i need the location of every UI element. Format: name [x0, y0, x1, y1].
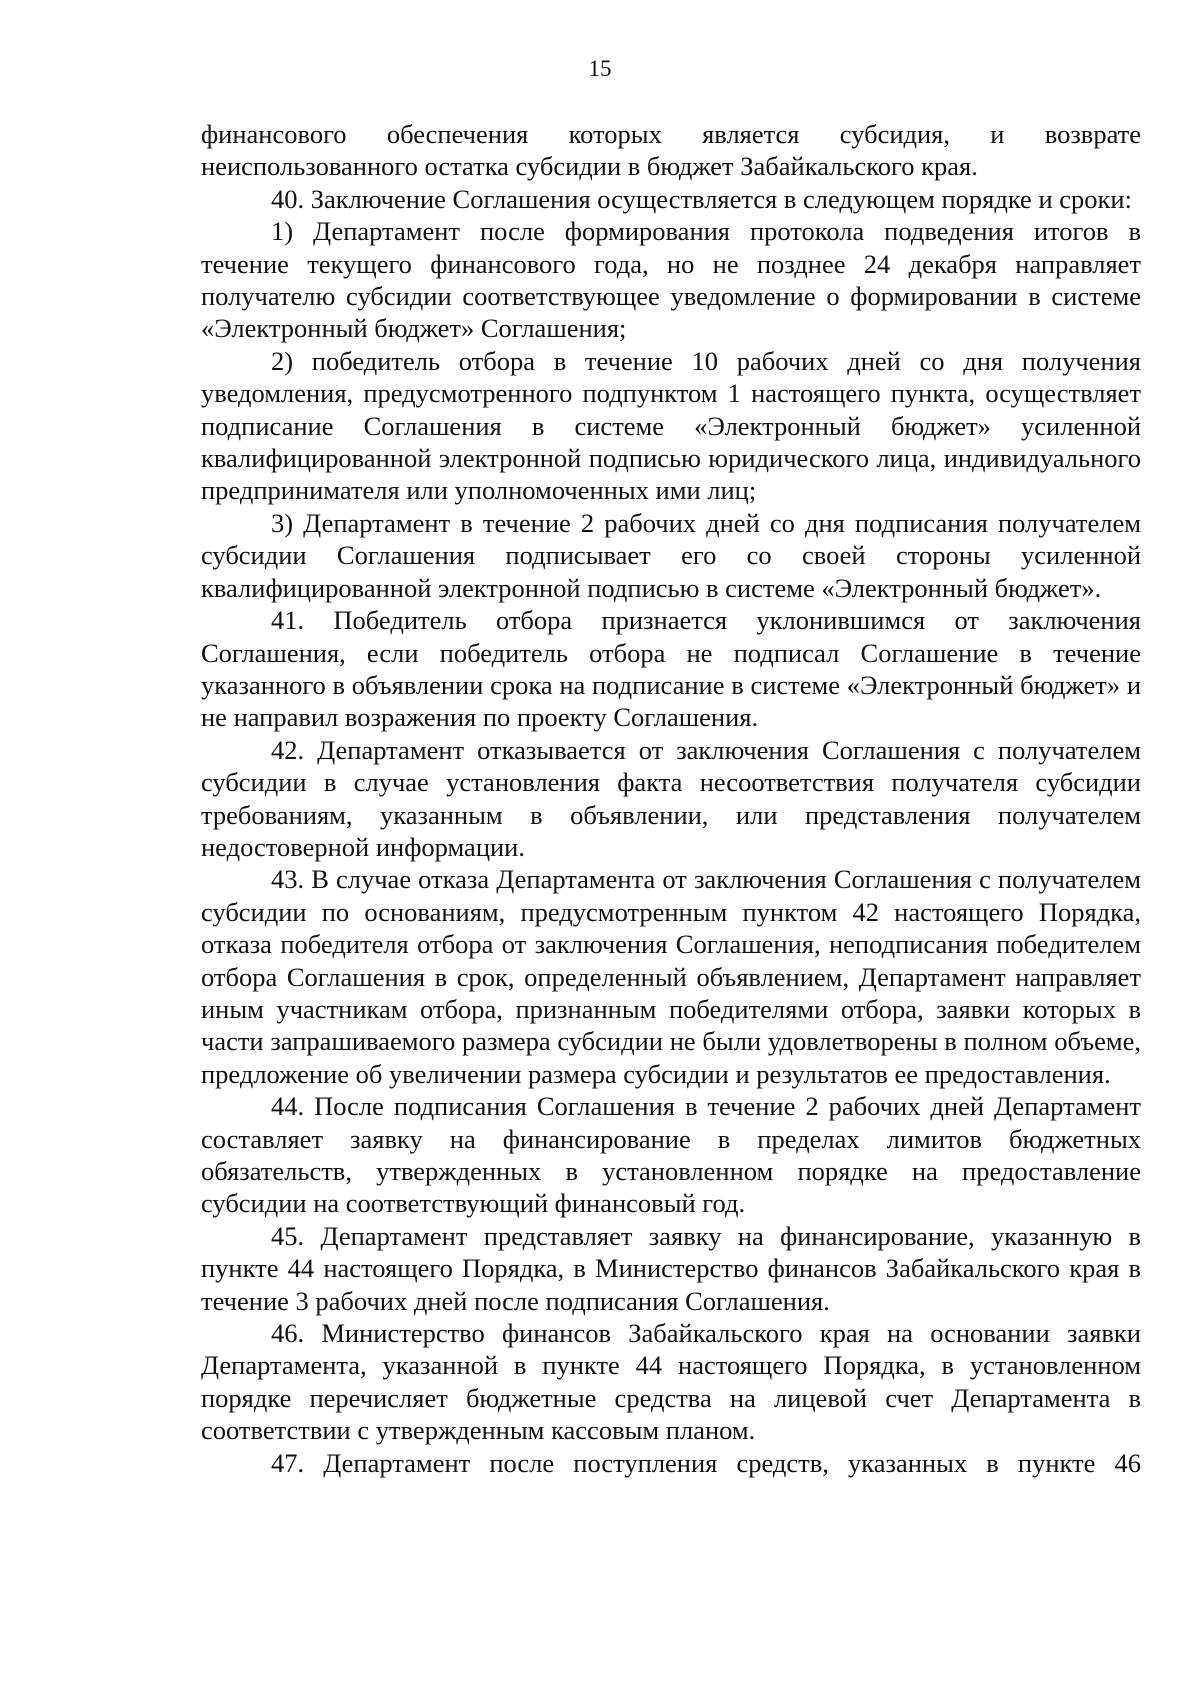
paragraph-44: 44. После подписания Соглашения в течение 2 рабочих дней Департамент составляет заявку на финансирование в пределах лимитов бюджетных обязательств, утвержденных в установленном порядке на предоставление субсидии на соответствующий финансовый год.: [201, 1091, 1141, 1219]
document-body: [201, 118, 1141, 1479]
paragraph-41: 41. Победитель отбора признается уклонившимся от заключения Соглашения, если победитель отбора не подписал Соглашение в течение указанного в объявлении срока на подписание в системе «Электронный бюджет» и не направил возражения по проекту Соглашения.: [201, 605, 1141, 733]
paragraph-40-item-2: 2) победитель отбора в течение 10 рабочих дней со дня получения уведомления, предусмотренного подпунктом 1 настоящего пункта, осуществляет подписание Соглашения в системе «Электронный бюджет» усиленной квалифицированной электронной подписью юридического лица, индивидуального предпринимателя или уполномоченных ими лиц;: [201, 345, 1141, 506]
paragraph-43: 43. В случае отказа Департамента от заключения Соглашения с получателем субсидии по основаниям, предусмотренным пунктом 42 настоящего Порядка, отказа победителя отбора от заключения Соглашения, неподписания победителем отбора Соглашения в срок, определенный объявлением, Департамент направляет иным участникам отбора, признанным победителями отбора, заявки которых в части запрашиваемого размера субсидии не были удовлетворены в полном объеме, предложение об увеличении размера субсидии и результатов ее предоставления.: [201, 864, 1141, 1089]
page-number: 15: [588, 56, 612, 81]
paragraph-47: 47. Департамент после поступления средств, указанных в пункте 46: [271, 1447, 1141, 1478]
paragraph-continuation: финансового обеспечения которых является субсидия, и возврате неиспользованного остатка субсидии в бюджет Забайкальского края.: [201, 119, 1141, 182]
paragraph-40: 40. Заключение Соглашения осуществляется в следующем порядке и сроки:: [271, 183, 1132, 214]
paragraph-42: 42. Департамент отказывается от заключения Соглашения с получателем субсидии в случае установления факта несоответствия получателя субсидии требованиям, указанным в объявлении, или представления получателем недостоверной информации.: [201, 734, 1141, 862]
paragraph-46: 46. Министерство финансов Забайкальского края на основании заявки Департамента, указанной в пункте 44 настоящего Порядка, в установленном порядке перечисляет бюджетные средства на лицевой счет Департамента в соответствии с утвержденным кассовым планом.: [201, 1318, 1141, 1446]
paragraph-45: 45. Департамент представляет заявку на финансирование, указанную в пункте 44 настоящего Порядка, в Министерство финансов Забайкальского края в течение 3 рабочих дней после подписания Соглашения.: [201, 1220, 1141, 1316]
paragraph-40-item-3: 3) Департамент в течение 2 рабочих дней со дня подписания получателем субсидии Соглашения подписывает его со своей стороны усиленной квалифицированной электронной подписью в системе «Электронный бюджет».: [201, 507, 1141, 603]
paragraph-40-item-1: 1) Департамент после формирования протокола подведения итогов в течение текущего финансового года, но не позднее 24 декабря направляет получателю субсидии соответствующее уведомление о формировании в системе «Электронный бюджет» Соглашения;: [201, 216, 1141, 344]
